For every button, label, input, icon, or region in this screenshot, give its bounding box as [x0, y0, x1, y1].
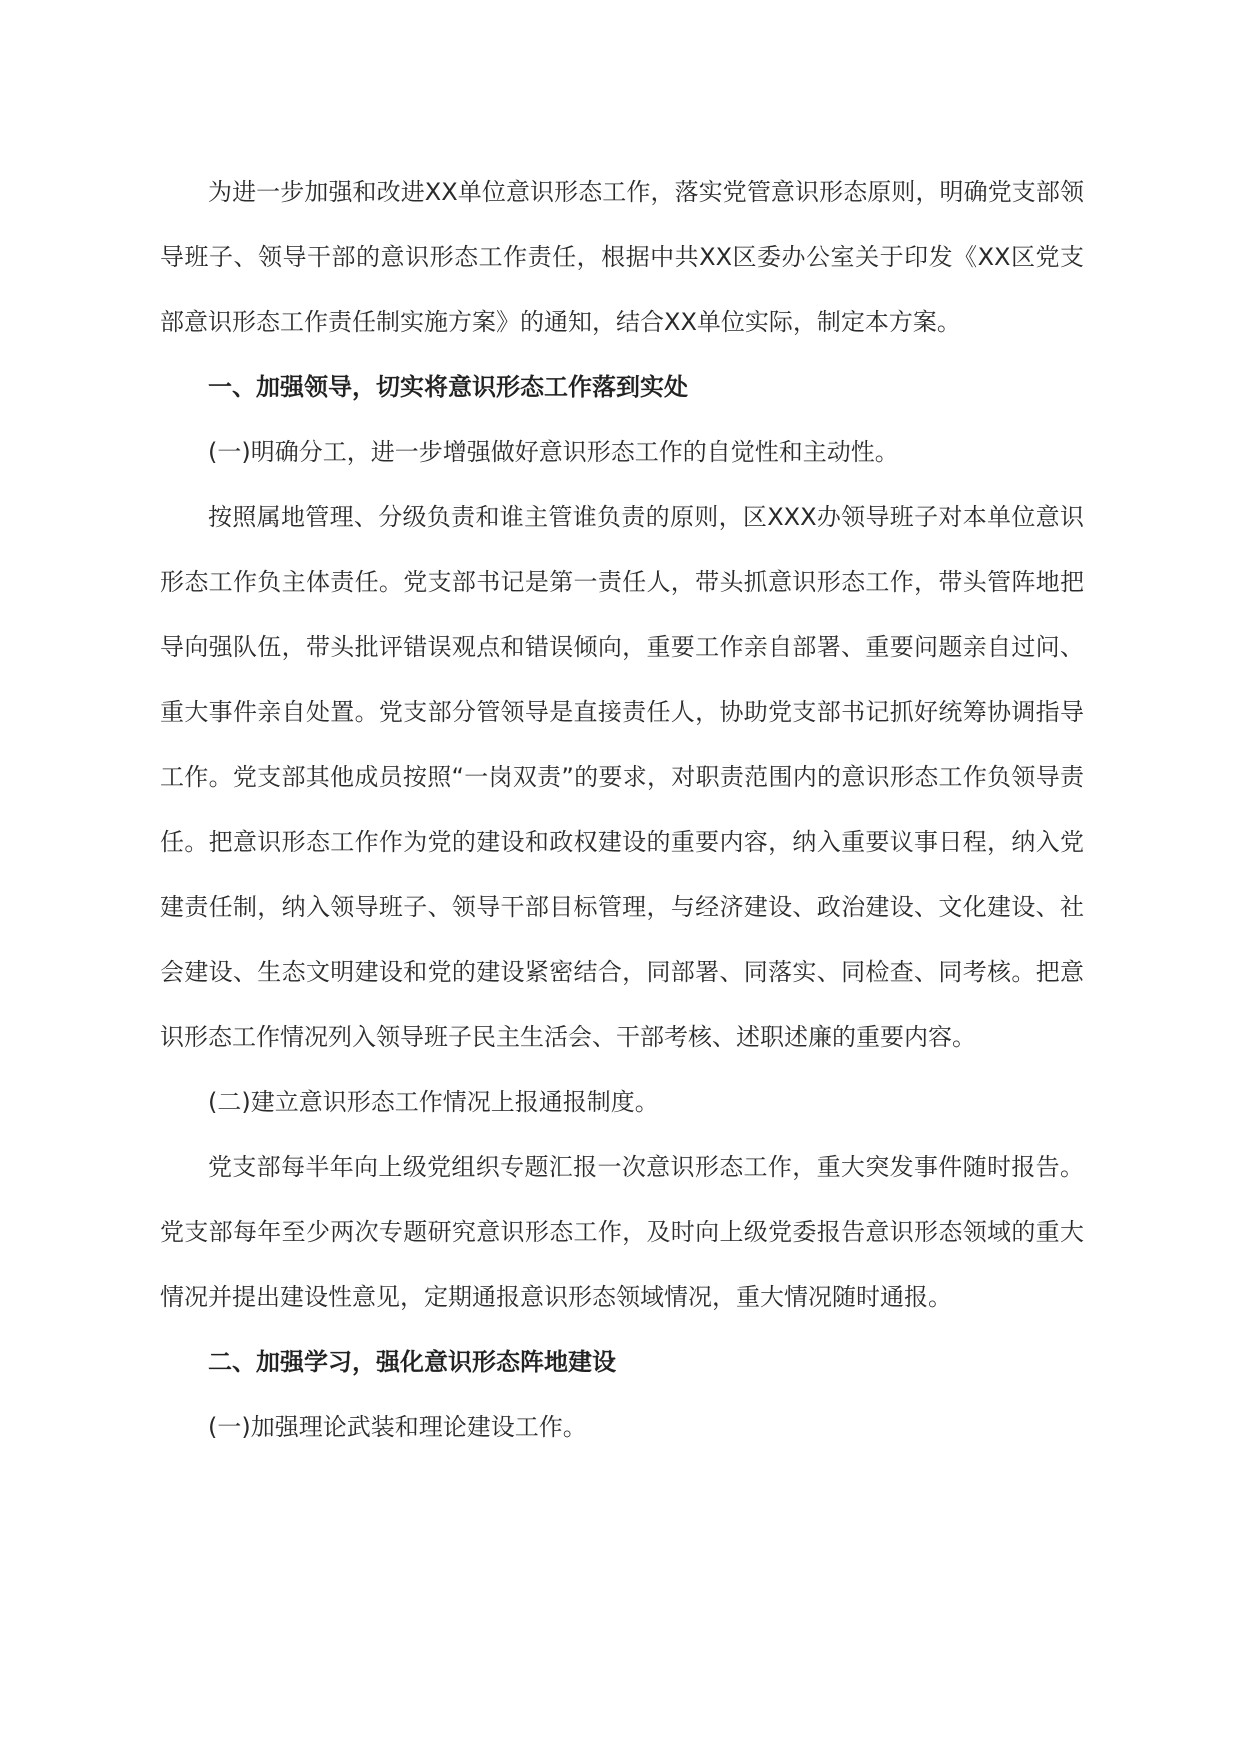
subsection-heading-2-1: (一)加强理论武装和理论建设工作。	[208, 1413, 587, 1441]
body-paragraph-1-2: 党支部每半年向上级党组织专题汇报一次意识形态工作，重大突发事件随时报告。党支部每年至少两次专题研究意识形态工作，及时向上级党委报告意识形态领域的重大情况并提出建设性意见，定期通报意识形态领域情况，重大情况随时通报。	[160, 1153, 1084, 1311]
section-heading-2: 二、加强学习，强化意识形态阵地建设	[208, 1348, 616, 1376]
subsection-heading-1-2: (二)建立意识形态工作情况上报通报制度。	[208, 1088, 659, 1116]
document-body	[160, 160, 1084, 1460]
body-paragraph-1-1: 按照属地管理、分级负责和谁主管谁负责的原则，区XXX办领导班子对本单位意识形态工作负主体责任。党支部书记是第一责任人，带头抓意识形态工作，带头管阵地把导向强队伍，带头批评错误观点和错误倾向，重要工作亲自部署、重要问题亲自过问、重大事件亲自处置。党支部分管领导是直接责任人，协助党支部书记抓好统筹协调指导工作。党支部其他成员按照“一岗双责”的要求，对职责范围内的意识形态工作负领导责任。把意识形态工作作为党的建设和政权建设的重要内容，纳入重要议事日程，纳入党建责任制，纳入领导班子、领导干部目标管理，与经济建设、政治建设、文化建设、社会建设、生态文明建设和党的建设紧密结合，同部署、同落实、同检查、同考核。把意识形态工作情况列入领导班子民主生活会、干部考核、述职述廉的重要内容。	[160, 503, 1084, 1051]
intro-paragraph: 为进一步加强和改进XX单位意识形态工作，落实党管意识形态原则，明确党支部领导班子、领导干部的意识形态工作责任，根据中共XX区委办公室关于印发《XX区党支部意识形态工作责任制实施方案》的通知，结合XX单位实际，制定本方案。	[160, 178, 1084, 336]
section-heading-1: 一、加强领导，切实将意识形态工作落到实处	[208, 373, 688, 401]
subsection-heading-1-1: (一)明确分工，进一步增强做好意识形态工作的自觉性和主动性。	[208, 438, 899, 466]
